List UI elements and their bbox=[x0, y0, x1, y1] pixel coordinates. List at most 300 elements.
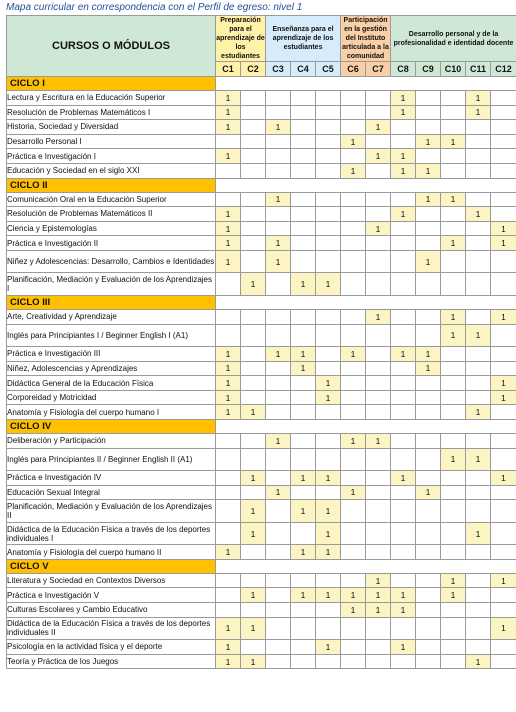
competency-cell-c9 bbox=[416, 603, 441, 618]
competency-cell-c10 bbox=[441, 207, 466, 222]
competency-cell-c8 bbox=[391, 273, 416, 296]
competency-cell-c4 bbox=[291, 236, 316, 251]
competency-cell-c10 bbox=[441, 617, 466, 640]
course-name: Lectura y Escritura en la Educación Superior bbox=[7, 91, 216, 106]
competency-cell-c3 bbox=[266, 390, 291, 405]
competency-cell-c5 bbox=[316, 105, 341, 120]
competency-cell-c7 bbox=[366, 91, 391, 106]
competency-cell-c5 bbox=[316, 207, 341, 222]
course-row bbox=[7, 500, 516, 523]
cycle-row-filler bbox=[216, 420, 516, 434]
competency-cell-c4: 1 bbox=[291, 471, 316, 486]
competency-cell-c3 bbox=[266, 500, 291, 523]
competency-cell-c3 bbox=[266, 221, 291, 236]
competency-cell-c9: 1 bbox=[416, 347, 441, 362]
competency-cell-c11: 1 bbox=[466, 405, 491, 420]
course-row bbox=[7, 485, 516, 500]
competency-cell-c12 bbox=[491, 273, 516, 296]
competency-cell-c6 bbox=[341, 192, 366, 207]
competency-cell-c1 bbox=[216, 163, 241, 178]
competency-cell-c2: 1 bbox=[241, 471, 266, 486]
code-c10: C10 bbox=[441, 62, 466, 77]
competency-cell-c7 bbox=[366, 163, 391, 178]
competency-cell-c3 bbox=[266, 545, 291, 560]
competency-cell-c5 bbox=[316, 573, 341, 588]
table-caption: Mapa curricular en correspondencia con el Perfil de egreso: nivel 1 bbox=[6, 2, 303, 13]
competency-cell-c8: 1 bbox=[391, 603, 416, 618]
group-header-preparation: Preparación para el aprendizaje de los estudiantes bbox=[216, 17, 265, 60]
competency-cell-c3 bbox=[266, 207, 291, 222]
competency-cell-c7 bbox=[366, 545, 391, 560]
competency-cell-c9 bbox=[416, 573, 441, 588]
competency-cell-c9 bbox=[416, 640, 441, 655]
competency-cell-c1: 1 bbox=[216, 390, 241, 405]
competency-cell-c3: 1 bbox=[266, 250, 291, 273]
course-name: Desarrollo Personal I bbox=[7, 134, 216, 149]
course-name: Resolución de Problemas Matemáticos I bbox=[7, 105, 216, 120]
competency-cell-c12 bbox=[491, 324, 516, 347]
competency-cell-c9 bbox=[416, 221, 441, 236]
competency-cell-c1 bbox=[216, 448, 241, 471]
competency-cell-c8 bbox=[391, 522, 416, 545]
competency-cell-c9: 1 bbox=[416, 192, 441, 207]
competency-cell-c4 bbox=[291, 485, 316, 500]
competency-cell-c10: 1 bbox=[441, 324, 466, 347]
course-row bbox=[7, 448, 516, 471]
competency-cell-c7 bbox=[366, 192, 391, 207]
competency-cell-c1 bbox=[216, 324, 241, 347]
competency-cell-c6: 1 bbox=[341, 347, 366, 362]
competency-cell-c9 bbox=[416, 522, 441, 545]
competency-cell-c9 bbox=[416, 471, 441, 486]
competency-cell-c12 bbox=[491, 163, 516, 178]
competency-cell-c5: 1 bbox=[316, 500, 341, 523]
competency-cell-c9 bbox=[416, 617, 441, 640]
competency-cell-c1 bbox=[216, 588, 241, 603]
competency-cell-c10 bbox=[441, 91, 466, 106]
competency-cell-c3 bbox=[266, 588, 291, 603]
competency-cell-c4 bbox=[291, 390, 316, 405]
competency-cell-c2: 1 bbox=[241, 500, 266, 523]
code-c2: C2 bbox=[241, 62, 266, 77]
competency-cell-c7: 1 bbox=[366, 309, 391, 324]
competency-cell-c12 bbox=[491, 361, 516, 376]
competency-cell-c3: 1 bbox=[266, 485, 291, 500]
course-row bbox=[7, 640, 516, 655]
competency-cell-c12 bbox=[491, 640, 516, 655]
competency-cell-c6 bbox=[341, 448, 366, 471]
competency-cell-c4 bbox=[291, 91, 316, 106]
competency-cell-c4 bbox=[291, 522, 316, 545]
competency-cell-c8: 1 bbox=[391, 105, 416, 120]
course-name: Práctica e Investigación I bbox=[7, 149, 216, 164]
course-row bbox=[7, 273, 516, 296]
cycle-row bbox=[7, 559, 516, 573]
course-row bbox=[7, 236, 516, 251]
course-name: Planificación, Mediación y Evaluación de los Aprendizajes I bbox=[7, 273, 216, 296]
course-name: Niñez, Adolescencias y Aprendizajes bbox=[7, 361, 216, 376]
course-row bbox=[7, 120, 516, 135]
competency-cell-c5 bbox=[316, 347, 341, 362]
competency-cell-c10: 1 bbox=[441, 134, 466, 149]
competency-cell-c5: 1 bbox=[316, 273, 341, 296]
competency-cell-c4 bbox=[291, 309, 316, 324]
competency-cell-c4 bbox=[291, 324, 316, 347]
competency-cell-c2 bbox=[241, 361, 266, 376]
competency-cell-c11 bbox=[466, 221, 491, 236]
course-row bbox=[7, 617, 516, 640]
competency-cell-c6 bbox=[341, 573, 366, 588]
competency-cell-c1 bbox=[216, 573, 241, 588]
competency-cell-c4: 1 bbox=[291, 500, 316, 523]
competency-cell-c6 bbox=[341, 390, 366, 405]
competency-cell-c1 bbox=[216, 485, 241, 500]
competency-cell-c10: 1 bbox=[441, 192, 466, 207]
competency-cell-c12 bbox=[491, 105, 516, 120]
competency-cell-c9: 1 bbox=[416, 361, 441, 376]
course-row bbox=[7, 309, 516, 324]
competency-cell-c1 bbox=[216, 500, 241, 523]
competency-cell-c6 bbox=[341, 91, 366, 106]
competency-cell-c12 bbox=[491, 603, 516, 618]
competency-cell-c7: 1 bbox=[366, 434, 391, 449]
competency-cell-c8 bbox=[391, 120, 416, 135]
competency-cell-c1: 1 bbox=[216, 617, 241, 640]
competency-cell-c11 bbox=[466, 376, 491, 391]
competency-cell-c6: 1 bbox=[341, 134, 366, 149]
competency-cell-c11 bbox=[466, 347, 491, 362]
competency-cell-c9 bbox=[416, 149, 441, 164]
code-c7: C7 bbox=[366, 62, 391, 77]
competency-cell-c11 bbox=[466, 192, 491, 207]
cycle-row-filler bbox=[216, 77, 516, 91]
competency-cell-c8 bbox=[391, 654, 416, 669]
competency-cell-c5 bbox=[316, 485, 341, 500]
code-c9: C9 bbox=[416, 62, 441, 77]
competency-cell-c6 bbox=[341, 617, 366, 640]
competency-cell-c12 bbox=[491, 522, 516, 545]
course-name: Arte, Creatividad y Aprendizaje bbox=[7, 309, 216, 324]
competency-cell-c7: 1 bbox=[366, 588, 391, 603]
course-row bbox=[7, 250, 516, 273]
competency-cell-c4 bbox=[291, 573, 316, 588]
competency-cell-c4 bbox=[291, 603, 316, 618]
competency-cell-c2: 1 bbox=[241, 588, 266, 603]
competency-cell-c2 bbox=[241, 485, 266, 500]
competency-cell-c11 bbox=[466, 471, 491, 486]
competency-cell-c5 bbox=[316, 250, 341, 273]
competency-cell-c10 bbox=[441, 405, 466, 420]
competency-cell-c12: 1 bbox=[491, 617, 516, 640]
competency-cell-c4 bbox=[291, 376, 316, 391]
competency-cell-c11 bbox=[466, 588, 491, 603]
competency-cell-c5 bbox=[316, 236, 341, 251]
competency-cell-c6 bbox=[341, 273, 366, 296]
competency-cell-c8 bbox=[391, 376, 416, 391]
competency-cell-c3 bbox=[266, 603, 291, 618]
course-name: Anatomía y Fisiología del cuerpo humano I bbox=[7, 405, 216, 420]
competency-cell-c7: 1 bbox=[366, 120, 391, 135]
competency-cell-c9 bbox=[416, 434, 441, 449]
competency-cell-c11 bbox=[466, 309, 491, 324]
course-name: Inglés para Principiantes II / Beginner English II (A1) bbox=[7, 448, 216, 471]
course-name: Comunicación Oral en la Educación Superior bbox=[7, 192, 216, 207]
competency-cell-c9 bbox=[416, 120, 441, 135]
competency-cell-c10 bbox=[441, 120, 466, 135]
course-row bbox=[7, 192, 516, 207]
code-c8: C8 bbox=[391, 62, 416, 77]
competency-cell-c11: 1 bbox=[466, 522, 491, 545]
course-row bbox=[7, 434, 516, 449]
course-row bbox=[7, 149, 516, 164]
competency-cell-c5 bbox=[316, 448, 341, 471]
competency-cell-c6: 1 bbox=[341, 588, 366, 603]
competency-cell-c1: 1 bbox=[216, 654, 241, 669]
competency-cell-c7 bbox=[366, 448, 391, 471]
courses-column-header: CURSOS O MÓDULOS bbox=[7, 16, 216, 77]
competency-cell-c5 bbox=[316, 603, 341, 618]
competency-cell-c9: 1 bbox=[416, 485, 441, 500]
competency-cell-c1: 1 bbox=[216, 207, 241, 222]
competency-cell-c6 bbox=[341, 361, 366, 376]
competency-cell-c8 bbox=[391, 236, 416, 251]
competency-cell-c9 bbox=[416, 309, 441, 324]
course-name: Didáctica de la Educación Física a través de los deportes individuales I bbox=[7, 522, 216, 545]
competency-cell-c12: 1 bbox=[491, 390, 516, 405]
competency-cell-c12: 1 bbox=[491, 376, 516, 391]
competency-cell-c11 bbox=[466, 361, 491, 376]
cycle-row bbox=[7, 295, 516, 309]
competency-cell-c6 bbox=[341, 405, 366, 420]
code-c6: C6 bbox=[341, 62, 366, 77]
competency-cell-c10 bbox=[441, 376, 466, 391]
competency-cell-c1: 1 bbox=[216, 221, 241, 236]
competency-cell-c3 bbox=[266, 134, 291, 149]
competency-cell-c11 bbox=[466, 603, 491, 618]
course-name: Psicología en la actividad física y el deporte bbox=[7, 640, 216, 655]
competency-cell-c12: 1 bbox=[491, 221, 516, 236]
competency-cell-c9 bbox=[416, 500, 441, 523]
competency-cell-c12 bbox=[491, 134, 516, 149]
group-header-row bbox=[7, 16, 516, 62]
competency-cell-c8: 1 bbox=[391, 207, 416, 222]
course-name: Deliberación y Participación bbox=[7, 434, 216, 449]
competency-cell-c7 bbox=[366, 105, 391, 120]
competency-cell-c6 bbox=[341, 149, 366, 164]
competency-cell-c2 bbox=[241, 149, 266, 164]
curricular-map-table bbox=[6, 15, 516, 669]
group-header-participation: Participación en la gestión del Instituto articulada a la comunidad bbox=[342, 17, 389, 60]
competency-cell-c2 bbox=[241, 91, 266, 106]
competency-cell-c12: 1 bbox=[491, 236, 516, 251]
competency-cell-c1: 1 bbox=[216, 250, 241, 273]
competency-cell-c1 bbox=[216, 471, 241, 486]
competency-cell-c4: 1 bbox=[291, 273, 316, 296]
competency-cell-c12 bbox=[491, 434, 516, 449]
competency-cell-c2 bbox=[241, 192, 266, 207]
competency-cell-c3: 1 bbox=[266, 434, 291, 449]
course-row bbox=[7, 91, 516, 106]
competency-cell-c2 bbox=[241, 207, 266, 222]
competency-cell-c7 bbox=[366, 617, 391, 640]
competency-cell-c1: 1 bbox=[216, 236, 241, 251]
competency-cell-c7 bbox=[366, 522, 391, 545]
course-row bbox=[7, 324, 516, 347]
competency-cell-c11 bbox=[466, 149, 491, 164]
competency-cell-c3 bbox=[266, 405, 291, 420]
competency-cell-c7: 1 bbox=[366, 221, 391, 236]
course-row bbox=[7, 221, 516, 236]
competency-cell-c9 bbox=[416, 91, 441, 106]
competency-cell-c10 bbox=[441, 654, 466, 669]
course-name: Educación y Sociedad en el siglo XXI bbox=[7, 163, 216, 178]
competency-cell-c7 bbox=[366, 236, 391, 251]
competency-cell-c8: 1 bbox=[391, 588, 416, 603]
competency-cell-c6 bbox=[341, 250, 366, 273]
code-c11: C11 bbox=[466, 62, 491, 77]
cycle-row-filler bbox=[216, 559, 516, 573]
competency-cell-c10 bbox=[441, 640, 466, 655]
competency-cell-c11 bbox=[466, 390, 491, 405]
competency-cell-c11 bbox=[466, 120, 491, 135]
competency-cell-c2 bbox=[241, 309, 266, 324]
competency-cell-c7 bbox=[366, 471, 391, 486]
course-row bbox=[7, 654, 516, 669]
course-name: Teoría y Práctica de los Juegos bbox=[7, 654, 216, 669]
competency-cell-c3: 1 bbox=[266, 120, 291, 135]
competency-cell-c1 bbox=[216, 434, 241, 449]
competency-cell-c5 bbox=[316, 309, 341, 324]
competency-cell-c7 bbox=[366, 640, 391, 655]
competency-cell-c8 bbox=[391, 617, 416, 640]
competency-cell-c1 bbox=[216, 192, 241, 207]
competency-cell-c3: 1 bbox=[266, 347, 291, 362]
competency-cell-c11 bbox=[466, 273, 491, 296]
competency-cell-c12 bbox=[491, 405, 516, 420]
competency-cell-c2 bbox=[241, 640, 266, 655]
competency-cell-c2: 1 bbox=[241, 617, 266, 640]
competency-cell-c8 bbox=[391, 192, 416, 207]
table-body bbox=[7, 77, 516, 669]
competency-cell-c7 bbox=[366, 376, 391, 391]
course-name: Anatomía y Fisiología del cuerpo humano II bbox=[7, 545, 216, 560]
competency-cell-c11: 1 bbox=[466, 448, 491, 471]
competency-cell-c10 bbox=[441, 221, 466, 236]
course-name: Ciencia y Epistemologías bbox=[7, 221, 216, 236]
competency-cell-c2: 1 bbox=[241, 405, 266, 420]
competency-cell-c2: 1 bbox=[241, 273, 266, 296]
competency-cell-c1 bbox=[216, 522, 241, 545]
competency-cell-c1: 1 bbox=[216, 405, 241, 420]
course-row bbox=[7, 522, 516, 545]
competency-cell-c3 bbox=[266, 324, 291, 347]
competency-cell-c7: 1 bbox=[366, 603, 391, 618]
competency-cell-c11: 1 bbox=[466, 91, 491, 106]
competency-cell-c6 bbox=[341, 654, 366, 669]
competency-cell-c10 bbox=[441, 390, 466, 405]
competency-cell-c7 bbox=[366, 500, 391, 523]
competency-cell-c10 bbox=[441, 347, 466, 362]
cycle-row bbox=[7, 178, 516, 192]
competency-cell-c6: 1 bbox=[341, 603, 366, 618]
course-name: Práctica e Investigación V bbox=[7, 588, 216, 603]
competency-cell-c10 bbox=[441, 500, 466, 523]
competency-cell-c8 bbox=[391, 545, 416, 560]
competency-cell-c3 bbox=[266, 91, 291, 106]
competency-cell-c4 bbox=[291, 163, 316, 178]
competency-cell-c8 bbox=[391, 134, 416, 149]
competency-cell-c6: 1 bbox=[341, 485, 366, 500]
competency-cell-c3 bbox=[266, 149, 291, 164]
competency-cell-c7: 1 bbox=[366, 149, 391, 164]
competency-cell-c2 bbox=[241, 221, 266, 236]
cycle-label: CICLO V bbox=[7, 559, 216, 573]
code-c12: C12 bbox=[491, 62, 516, 77]
course-row bbox=[7, 207, 516, 222]
course-name: Didáctica de la Educación Física a través de los deportes individuales II bbox=[7, 617, 216, 640]
competency-cell-c11 bbox=[466, 640, 491, 655]
competency-cell-c12 bbox=[491, 654, 516, 669]
competency-cell-c10 bbox=[441, 163, 466, 178]
competency-cell-c12 bbox=[491, 347, 516, 362]
competency-cell-c7 bbox=[366, 654, 391, 669]
competency-cell-c3 bbox=[266, 640, 291, 655]
competency-cell-c3 bbox=[266, 654, 291, 669]
competency-cell-c11 bbox=[466, 134, 491, 149]
competency-cell-c12: 1 bbox=[491, 573, 516, 588]
competency-cell-c1: 1 bbox=[216, 91, 241, 106]
competency-cell-c11 bbox=[466, 236, 491, 251]
cycle-label: CICLO II bbox=[7, 178, 216, 192]
competency-cell-c10 bbox=[441, 105, 466, 120]
competency-cell-c2 bbox=[241, 105, 266, 120]
competency-cell-c10 bbox=[441, 361, 466, 376]
competency-cell-c6 bbox=[341, 545, 366, 560]
cycle-row-filler bbox=[216, 178, 516, 192]
competency-cell-c2 bbox=[241, 120, 266, 135]
cycle-label: CICLO I bbox=[7, 77, 216, 91]
competency-cell-c2 bbox=[241, 347, 266, 362]
competency-cell-c6 bbox=[341, 324, 366, 347]
competency-cell-c9 bbox=[416, 390, 441, 405]
competency-cell-c11 bbox=[466, 573, 491, 588]
competency-cell-c4 bbox=[291, 207, 316, 222]
competency-cell-c10: 1 bbox=[441, 573, 466, 588]
competency-cell-c1 bbox=[216, 603, 241, 618]
code-c5: C5 bbox=[316, 62, 341, 77]
competency-cell-c2 bbox=[241, 324, 266, 347]
competency-cell-c7 bbox=[366, 324, 391, 347]
competency-cell-c11: 1 bbox=[466, 105, 491, 120]
competency-cell-c9: 1 bbox=[416, 134, 441, 149]
competency-cell-c10 bbox=[441, 471, 466, 486]
competency-cell-c6 bbox=[341, 120, 366, 135]
competency-cell-c4 bbox=[291, 105, 316, 120]
cycle-row bbox=[7, 420, 516, 434]
competency-cell-c11 bbox=[466, 434, 491, 449]
competency-cell-c12 bbox=[491, 250, 516, 273]
competency-cell-c8 bbox=[391, 309, 416, 324]
competency-cell-c8 bbox=[391, 361, 416, 376]
competency-cell-c3: 1 bbox=[266, 236, 291, 251]
competency-cell-c5 bbox=[316, 361, 341, 376]
competency-cell-c6 bbox=[341, 640, 366, 655]
course-name: Inglés para Principiantes I / Beginner English I (A1) bbox=[7, 324, 216, 347]
course-row bbox=[7, 361, 516, 376]
course-name: Práctica e Investigación IV bbox=[7, 471, 216, 486]
competency-cell-c5 bbox=[316, 120, 341, 135]
course-name: Literatura y Sociedad en Contextos Diversos bbox=[7, 573, 216, 588]
